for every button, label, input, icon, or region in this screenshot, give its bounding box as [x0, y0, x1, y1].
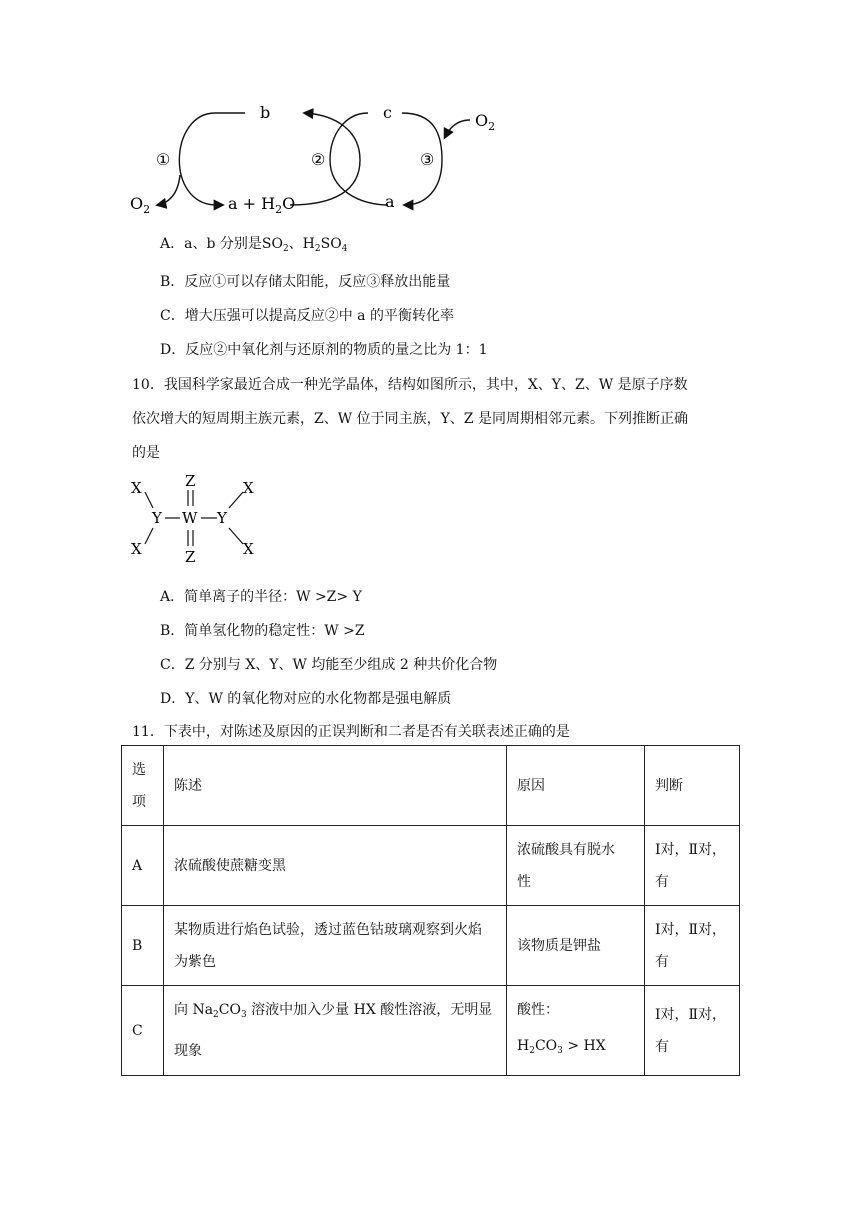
table-row: [122, 906, 740, 986]
q10-stem-line-2: 依次增大的短周期主族元素，Z、W 位于同主族，Y、Z 是同周期相邻元素。下列推断正确: [132, 411, 688, 427]
atom-x-top-right: X: [243, 479, 254, 497]
species-c: c: [383, 103, 392, 122]
q11-table: [121, 745, 740, 1076]
table-row: [122, 826, 740, 906]
step-2-label: ②: [311, 150, 326, 169]
row-judgement: Ⅰ对，Ⅱ对， 有: [645, 826, 740, 906]
q9-option-b: B．反应①可以存储太阳能，反应③释放出能量: [160, 274, 451, 290]
atom-w: W: [182, 509, 198, 527]
row-judgement: Ⅰ对，Ⅱ对， 有: [645, 986, 740, 1076]
atom-x-bottom-right: X: [243, 540, 254, 558]
molecular-structure-diagram: [125, 472, 275, 567]
q10-stem-line-3: 的是: [132, 445, 160, 461]
row-reason: 酸性： $H_2CO_3$ > HX: [507, 986, 645, 1076]
species-o2-left: $O_2$: [130, 194, 151, 216]
header-option: 选 项: [122, 746, 164, 826]
row-statement: 某物质进行焰色试验，透过蓝色钴玻璃观察到火焰 为紫色: [164, 906, 507, 986]
row-statement: 浓硫酸使蔗糖变黑: [164, 826, 507, 906]
q9-option-a: A．a、b 分别是$SO_2$、$H_2SO_4$: [160, 236, 348, 254]
q10-option-d: D．Y、W 的氧化物对应的水化物都是强电解质: [160, 691, 452, 707]
step-1-label: ①: [156, 150, 171, 169]
row-statement: 向 $Na_2CO_3$ 溶液中加入少量 HX 酸性溶液，无明显 现象: [164, 986, 507, 1076]
species-b: b: [260, 103, 271, 122]
q11-stem: 11．下表中，对陈述及原因的正误判断和二者是否有关联表述正确的是: [132, 724, 570, 740]
table-row: [122, 986, 740, 1076]
q9-option-c: C．增大压强可以提高反应②中 a 的平衡转化率: [160, 308, 454, 324]
row-reason: 该物质是钾盐: [507, 906, 645, 986]
row-option: A: [122, 826, 164, 906]
species-a-right: a: [385, 192, 395, 211]
header-judgement: 判断: [645, 746, 740, 826]
row-option: C: [122, 986, 164, 1076]
atom-y-left: Y: [152, 509, 162, 527]
atom-z-top: Z: [185, 472, 196, 490]
q10-stem-line-1: 10．我国科学家最近合成一种光学晶体，结构如图所示，其中，X、Y、Z、W 是原子序数: [132, 377, 688, 393]
reaction-cycle-diagram: [120, 95, 520, 220]
q9-option-d: D．反应②中氧化剂与还原剂的物质的量之比为 1：1: [160, 342, 488, 358]
row-judgement: Ⅰ对，Ⅱ对， 有: [645, 906, 740, 986]
header-statement: 陈述: [164, 746, 507, 826]
atom-x-top-left: X: [131, 479, 142, 497]
q10-option-a: A．简单离子的半径：W >Z> Y: [160, 589, 362, 605]
header-reason: 原因: [507, 746, 645, 826]
atom-x-bottom-left: X: [131, 540, 142, 558]
species-a-plus-water: $a + H_2O$: [228, 194, 296, 216]
row-reason: 浓硫酸具有脱水 性: [507, 826, 645, 906]
row-option: B: [122, 906, 164, 986]
table-header-row: [122, 746, 740, 826]
q10-option-c: C．Z 分别与 X、Y、W 均能至少组成 2 种共价化合物: [160, 657, 498, 673]
step-3-label: ③: [420, 150, 435, 169]
atom-z-bottom: Z: [185, 548, 196, 566]
atom-y-right: Y: [217, 509, 227, 527]
q10-option-b: B．简单氢化物的稳定性：W >Z: [160, 623, 365, 639]
species-o2-right: $O_2$: [475, 111, 496, 133]
